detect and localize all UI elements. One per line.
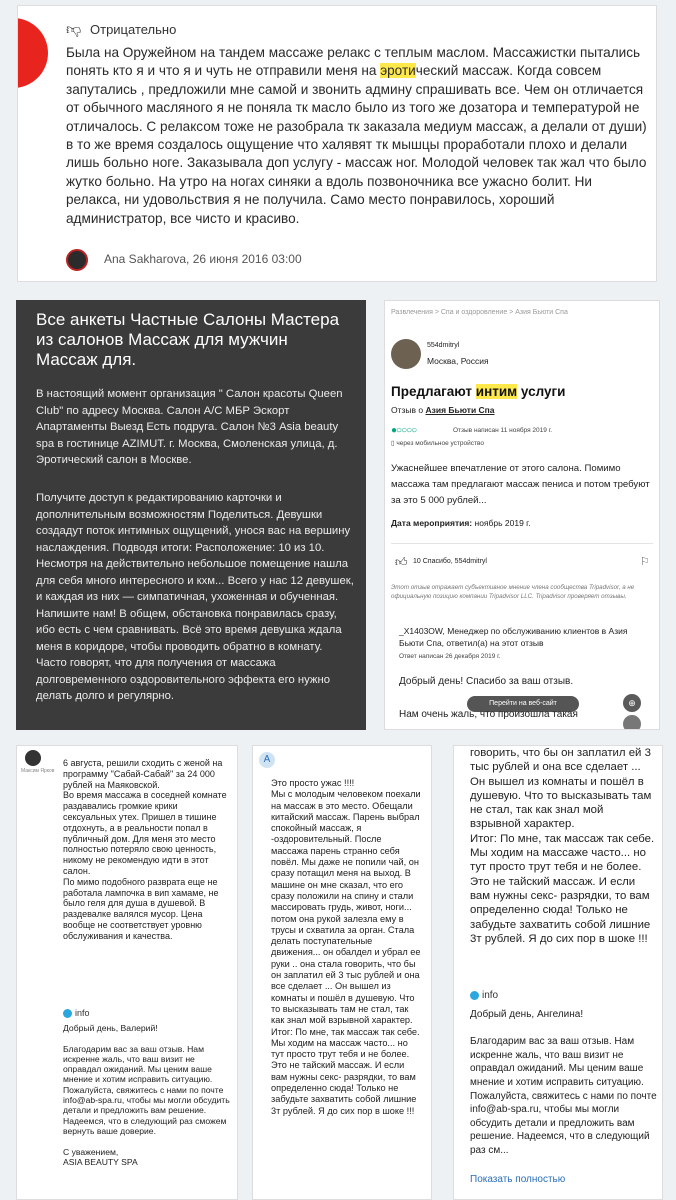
review-card-top	[17, 5, 657, 282]
place-link[interactable]: Азия Бьюти Спа	[425, 405, 495, 415]
review-about: Отзыв о Азия Бьюти Спа	[391, 405, 495, 415]
review-text: Была на Оружейном на тандем массаже релакс с теплым маслом. Массажистки пытались понять кто я и что я и чуть не отправили меня на эротический массаж. Когда совсем запутались , предложили мне самой и звонить админу спрашивать все. Чем он отличается от обычного масляного я не поняла тк масло было из того же дозатора и температурой не отличалось. С релаксом тоже не разобрала тк заказала медиум массаж, а делали от души) в то же время создалось ощущение что халявят тк мышцы проработали плохо и делали лишь больно ноге. Заказывала доп услугу - массаж ног. Молодой человек так жал что было жутко больно. На утро на ногах синяки а вдоль позвоночника все ужасно болит. Ни релакса, ни удовольствия я не получила. Само место понравилось, хороший администратор, все чисто и красиво.	[66, 45, 647, 226]
review-date: Отзыв написан 11 ноября 2019 г.	[453, 427, 553, 434]
ad-paragraph-2: Получите доступ к редактированию карточки и дополнительным возможностям Поделиться. Девушки создадут поток интимных ощущений, унося вас на вершину наслаждения. Подводя итоги: Расположение: 10 из 10. Несмотря на действительно небольшое помещение нашла для себя много интересного и кхм... Всего у нас 12 девушек, и каждая из них — симпатичная, ухоженная и обученная. Напишите нам! В общем, обстановка понравилась сразу, ибо есть с чем сравнивать. Всё это время девушка ждала меня в коридоре, чтобы проводить обратно в комнату. Часто говорят, что для получения от массажа долговременного оздоровительного эффекта его нужно делать долго и регулярно.	[36, 492, 354, 702]
mobile-device-note: ▯ через мобильное устройство	[391, 440, 484, 447]
ad-text-panel	[16, 300, 366, 730]
manager-response-line-2: Нам очень жаль, что произошла такая	[399, 709, 578, 720]
manager-response-line-1: Добрый день! Спасибо за ваш отзыв.	[399, 676, 574, 687]
share-icon[interactable]: ⊕	[623, 694, 641, 712]
review-card-middle	[252, 745, 432, 1200]
manager-date: Ответ написан 26 декабря 2019 г.	[399, 653, 501, 660]
ad-title: Все анкеты Частные Салоны Мастера из салонов Массаж для мужчин Массаж для.	[36, 310, 340, 369]
disclaimer: Этот отзыв отражает субъективное мнение члена сообщества Tripadvisor, а не официальную позицию компании Tripadvisor LLC. Tripadvisor проверяет отзывы.	[391, 584, 635, 600]
owner-reply: Добрый день, Ангелина! Благодарим вас за ваш отзыв. Нам искренне жаль, что ваш визит не оправдал ожиданий. Мы ценим ваше мнение и хотим исправить ситуацию. Пожалуйста, свяжитесь с нами по почте info@ab-spa.ru, чтобы мы могли обсудить детали и предложить вам решение. Надеемся, что в следующий раз см...	[470, 1009, 657, 1156]
info-badge: info	[470, 990, 498, 1001]
user-city: Москва, Россия	[427, 356, 489, 366]
review-text-continued: говорить, что бы он заплатил ей 3 тыс рублей и она все сделает ... Он вышел из комнаты и пошёл в душевую. Что то высказывать там не стал, так как знал мой взрывной характер. Итог: По мне, так массаж так себе. Мы ходим на массаже часто... но тут просто трут тебя и не более. Это не тайский массаж. И если вам нужны секс- разрядки, то вам определенно сюда! Только не забудьте захватить собой лишние 3т рублей. Я до сих пор в шоке !!!	[470, 747, 655, 945]
review-card-left	[16, 745, 238, 1200]
review-title: Предлагают интим услуги	[391, 384, 566, 399]
breadcrumb[interactable]: Развлечения > Спа и оздоровление > Азия Бьюти Спа	[391, 309, 568, 316]
flag-icon[interactable]: ⚐	[640, 556, 650, 568]
thumbs-down-icon: 👎︎	[66, 21, 82, 38]
show-more-link[interactable]: Показать полностью	[470, 1174, 566, 1185]
ad-paragraph-1: В настоящий момент организация " Салон красоты Queen Club" по адресу Москва. Салон А/С МБР Эскорт Апартаменты Выезд Есть подруга. Салон №3 Asia beauty spa в гостинице AZIMUT. г. Москва, Смоленская улица, д. Эротический салон в Москве.	[36, 388, 343, 466]
visit-website-button[interactable]: Перейти на веб-сайт	[467, 696, 579, 712]
visit-date: Дата мероприятия: ноябрь 2019 г.	[391, 518, 531, 528]
divider	[391, 543, 653, 544]
user-avatar[interactable]	[391, 339, 421, 369]
extra-icon[interactable]	[623, 715, 641, 730]
info-icon	[470, 991, 479, 1000]
author-avatar	[66, 249, 88, 271]
thumbs-up-icon[interactable]: 👍︎	[395, 555, 408, 569]
username[interactable]: 554dmitryl	[427, 342, 460, 349]
review-body: Ужаснейшее впечатление от этого салона. Помимо массажа там предлагают массаж пениса и потом требуют за это 5 000 рублей...	[391, 463, 650, 506]
rating-bubbles: ●○○○○	[391, 425, 417, 436]
review-card-right	[453, 745, 663, 1200]
review-text: 6 августа, решили сходить с женой на программу "Сабай-Сабай" за 24 000 рублей на Маяковской. Во время массажа в соседней комнате раздавались громкие крики сексуальных утех. Пришел в тишине отдохнуть, а в реальности попал в публичный дом. Для меня это место полностью потеряло свою ценность, никому не рекомендую идти в этот салон. По мимо подобного разврата еще не работала лампочка в вип хамаме, не было геля для душа в душевой. В раздевалке валялся мусор. Цена вообще не соответствует уровню обслуживания и качества.	[63, 758, 227, 941]
manager-header: _X1403OW, Менеджер по обслуживанию клиентов в Азия Бьюти Спа, ответил(а) на этот отзыв	[399, 626, 628, 648]
highlight: эроти	[380, 63, 416, 79]
red-avatar-circle	[17, 18, 48, 88]
review-text: Это просто ужас !!!! Мы с молодым человеком поехали на массаж в это место. Обещали китайский массаж. Парень выбрал спокойный массаж, я -оздоровительный. После массажа парень странно себя повёл. Мы даже не попили чай, он сразу потащил меня на выход. В машине он мне сказал, что его сразу положили на спину и стали массировать грудь, живот, ноги... потом она рукой залезла ему в трусы и схватила за орган. Стала делать поступательные движения... он обалдел и убрал ее руки .. она стала говорить, что бы он заплатил ей 3 тыс рублей и она все сделает ... Он вышел из комнаты и пошёл в душевую. Что то высказывать там не стал, так как знал мой взрывной характер. Итог: По мне, так массаж так себе. Мы ходим на массаж часто... но тут просто трут тебя и не более. Это не тайский массаж. И если вам нужны секс- разрядки, то вам определенно сюда! Только не забудьте захватить собой лишние 3т рублей. Я до сих пор в шоке !!!	[271, 778, 421, 1116]
info-badge: info	[63, 1008, 90, 1018]
review-verdict: Отрицательно	[90, 22, 177, 37]
user-avatar[interactable]	[25, 750, 41, 766]
owner-reply: Добрый день, Валерий! Благодарим вас за ваш отзыв. Нам искренне жаль, что ваш визит не оправдал ожиданий. Мы ценим ваше мнение и хотим исправить ситуацию. Пожалуйста, свяжитесь с нами по почте info@ab-spa.ru, чтобы мы могли обсудить детали и предложить вам решение. Надеемся, что в следующий раз сможем вернуть ваше доверие. С уважением, ASIA BEAUTY SPA	[63, 1023, 230, 1167]
review-author: Ana Sakharova, 26 июня 2016 03:00	[104, 252, 302, 266]
thanks-count: 10 Спасибо, 554dmitryl	[413, 558, 487, 565]
info-icon	[63, 1009, 72, 1018]
user-avatar[interactable]: A	[259, 752, 275, 768]
reviewer-name: Максим Ярков	[21, 768, 55, 774]
tripadvisor-review	[384, 300, 660, 730]
